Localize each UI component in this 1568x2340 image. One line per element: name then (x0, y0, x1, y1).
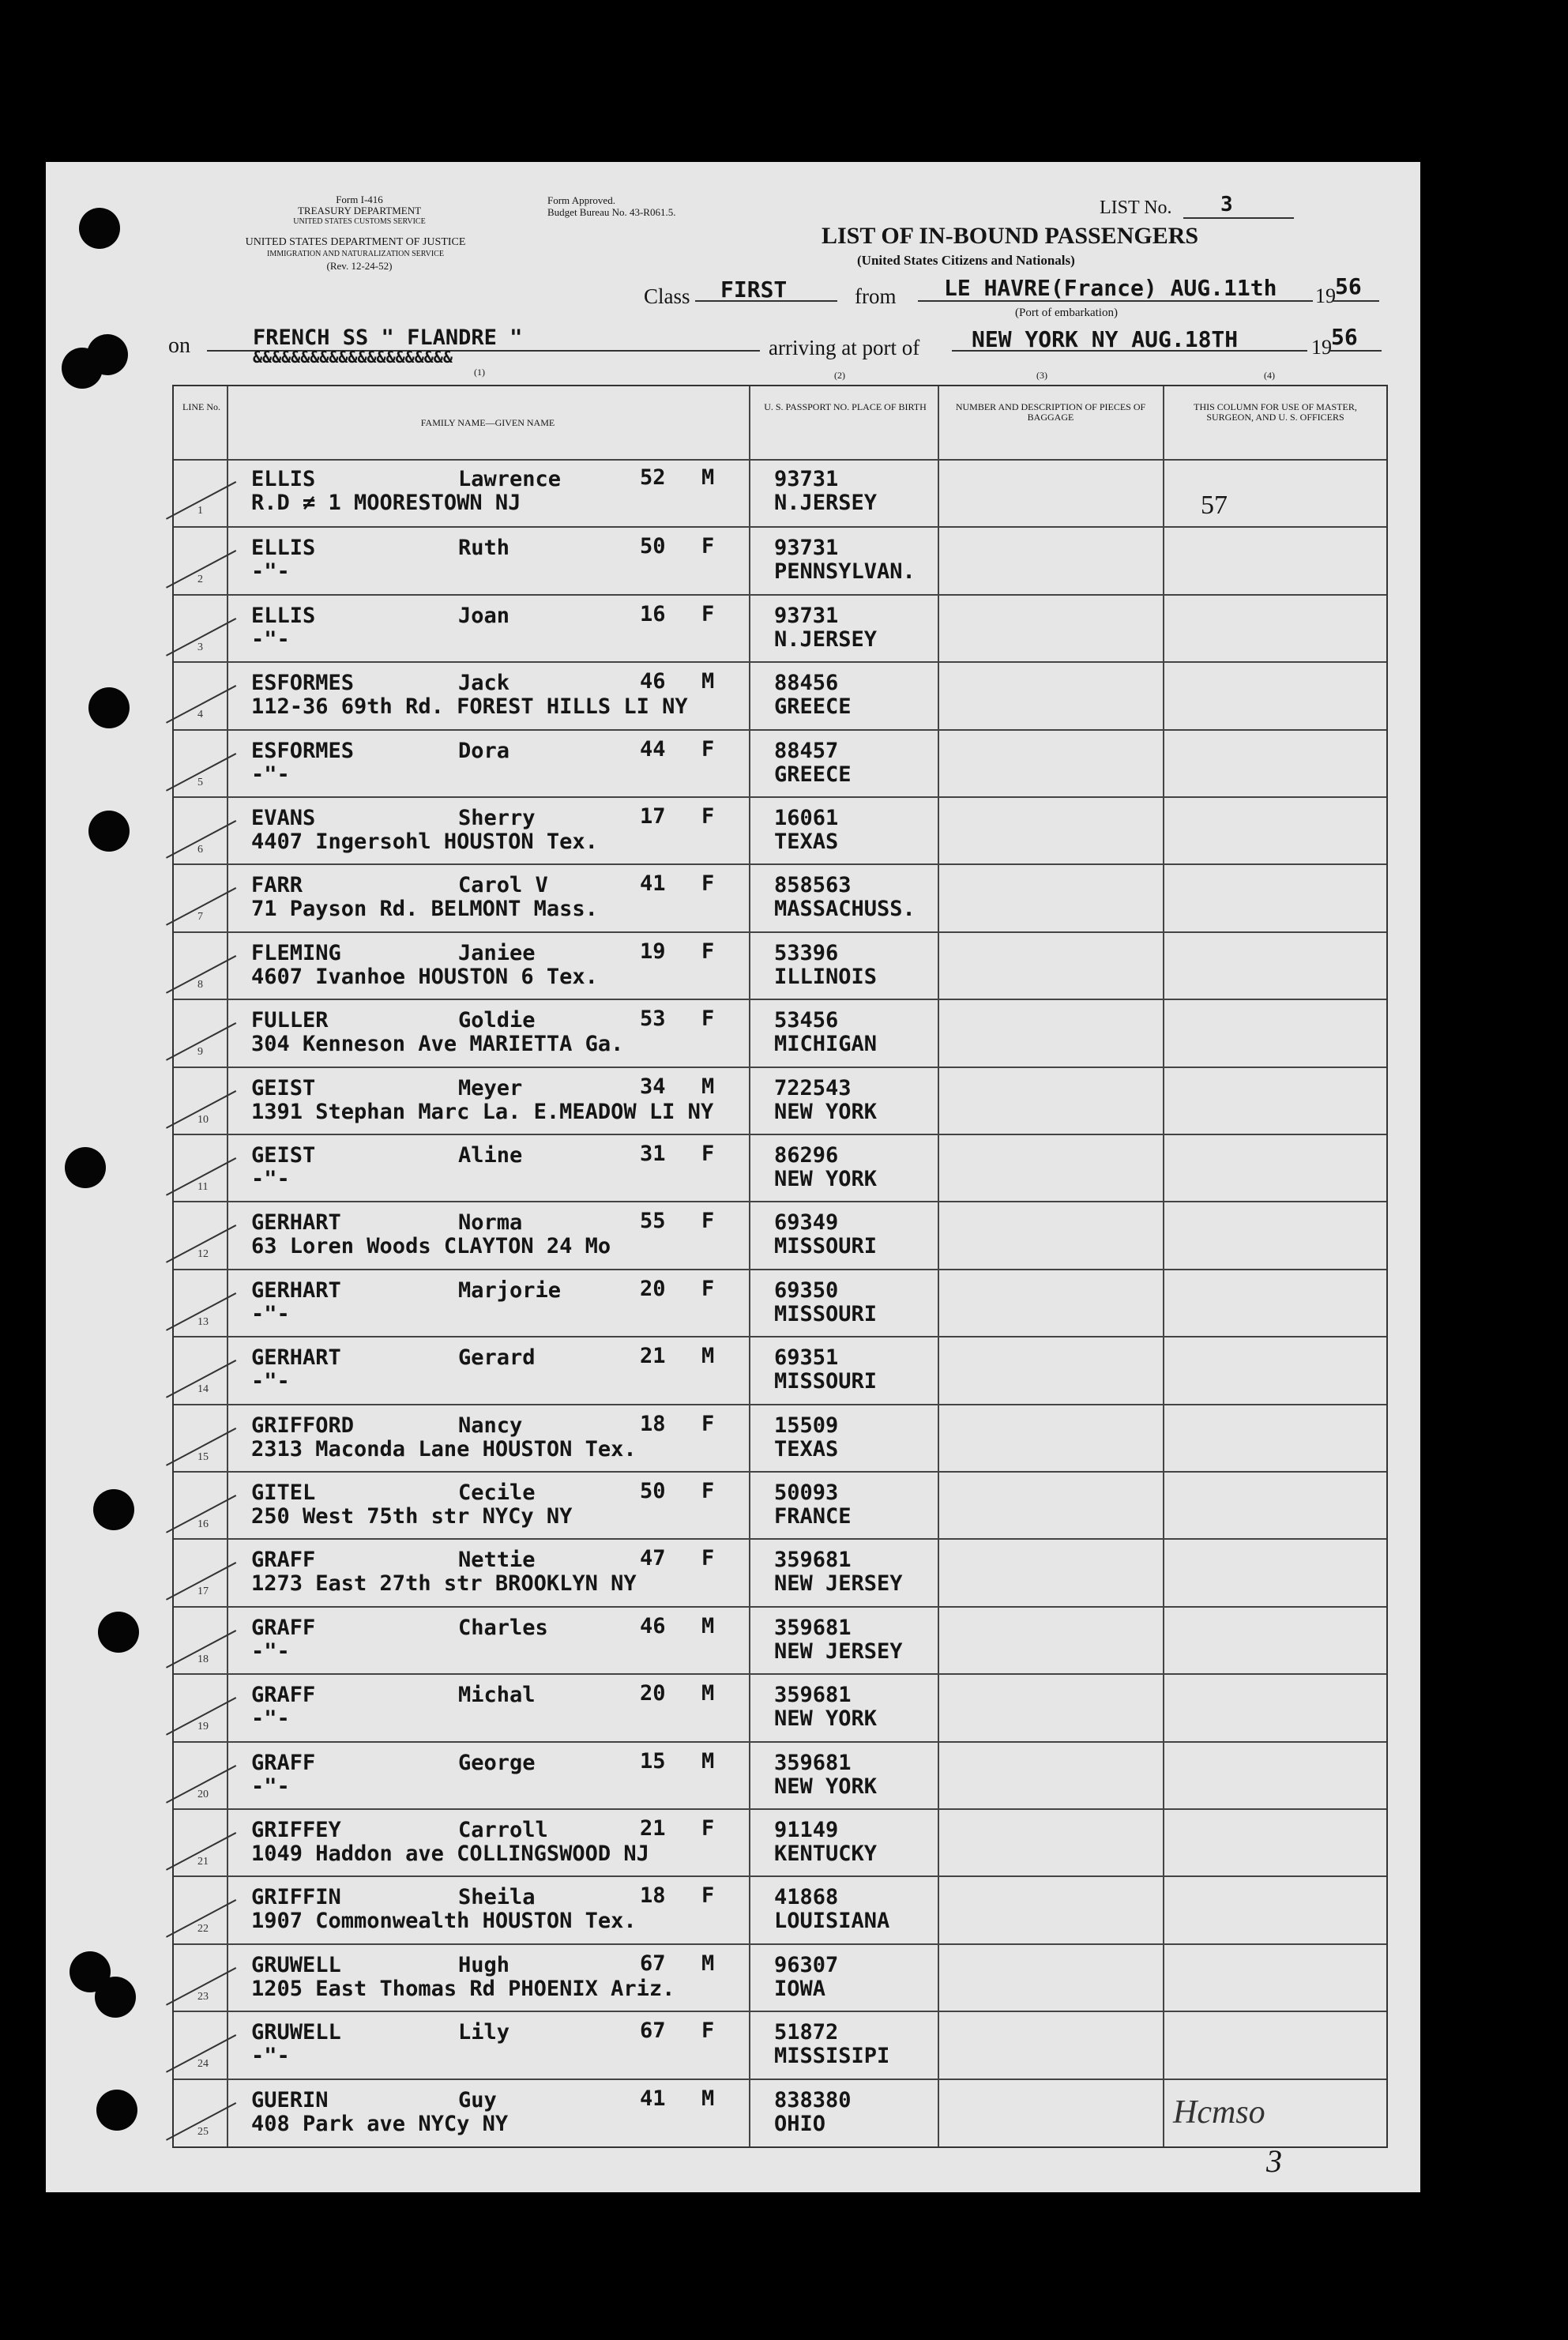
given-name: Sherry (458, 806, 536, 830)
place-of-birth: GREECE (774, 762, 852, 787)
age: 20 (640, 1276, 666, 1301)
sex: F (701, 534, 715, 559)
table-row (174, 1336, 1386, 1405)
place-of-birth: N.JERSEY (774, 491, 878, 515)
address: -"- (251, 1369, 290, 1394)
sex: F (701, 736, 715, 762)
place-of-birth: TEXAS (774, 830, 839, 854)
age: 55 (640, 1209, 666, 1234)
passport-number: 93731 (774, 536, 839, 561)
age: 67 (640, 1951, 666, 1976)
table-row (174, 1741, 1386, 1810)
list-no-value: 3 (1220, 193, 1233, 216)
page-title: LIST OF IN-BOUND PASSENGERS (822, 223, 1199, 249)
from-label: from (855, 284, 897, 308)
passenger-table (172, 385, 1388, 2148)
family-name: ELLIS (251, 467, 316, 491)
table-row (174, 796, 1386, 865)
given-name: George (458, 1750, 536, 1775)
table-row (174, 1471, 1386, 1540)
table-row (174, 1201, 1386, 1270)
passport-number: 69349 (774, 1210, 839, 1236)
passport-number: 69351 (774, 1345, 839, 1371)
place-of-birth: LOUISIANA (774, 1909, 890, 1934)
given-name: Ruth (458, 536, 510, 561)
class-label: Class (644, 284, 690, 308)
officer-annotation: 57 (1201, 491, 1228, 520)
revision-label: (Rev. 12-24-52) (326, 260, 393, 272)
punch-hole (79, 208, 120, 249)
address: 63 Loren Woods CLAYTON 24 Mo (251, 1234, 611, 1259)
line-number: 17 (197, 1586, 209, 1598)
col-number-1: (1) (474, 367, 485, 378)
line-number: 8 (197, 978, 203, 991)
address: -"- (251, 1706, 290, 1732)
address: 250 West 75th str NYCy NY (251, 1504, 573, 1529)
page-number: 3 (1266, 2143, 1282, 2179)
age: 41 (640, 871, 666, 897)
sex: F (701, 1816, 715, 1841)
age: 47 (640, 1546, 666, 1571)
table-row (174, 1875, 1386, 1944)
table-row (174, 2011, 1386, 2079)
table-row (174, 863, 1386, 932)
age: 50 (640, 1479, 666, 1503)
table-row (174, 1404, 1386, 1473)
address: 1049 Haddon ave COLLINGSWOOD NJ (251, 1842, 649, 1866)
passport-number: 359681 (774, 1683, 852, 1708)
address: 1907 Commonwealth HOUSTON Tex. (251, 1909, 637, 1934)
passport-number: 858563 (774, 873, 852, 898)
age: 21 (640, 1344, 666, 1369)
age: 67 (640, 2018, 666, 2044)
port-caption: (Port of embarkation) (1015, 307, 1118, 319)
address: 4407 Ingersohl HOUSTON Tex. (251, 830, 598, 854)
line-number: 6 (197, 844, 203, 856)
arrival-year: 56 (1331, 324, 1358, 350)
treasury-label: TREASURY DEPARTMENT (297, 205, 422, 216)
age: 34 (640, 1074, 666, 1099)
family-name: GERHART (251, 1210, 341, 1236)
age: 44 (640, 736, 666, 762)
passport-number: 88457 (774, 738, 839, 763)
col-number-4: (4) (1264, 370, 1275, 381)
table-row (174, 459, 1386, 526)
punch-hole (87, 334, 128, 375)
passport-number: 359681 (774, 1615, 852, 1640)
given-name: Nettie (458, 1548, 536, 1573)
customs-label: UNITED STATES CUSTOMS SERVICE (293, 217, 426, 226)
address: -"- (251, 559, 290, 585)
given-name: Michal (458, 1683, 536, 1708)
sex: F (701, 1276, 715, 1301)
address: R.D ≠ 1 MOORESTOWN NJ (251, 491, 521, 515)
passport-number: 69350 (774, 1277, 839, 1303)
table-row (174, 931, 1386, 1000)
address: -"- (251, 2044, 290, 2069)
given-name: Joan (458, 603, 510, 628)
col-header-line: LINE No. (182, 401, 220, 412)
family-name: GRAFF (251, 1548, 316, 1573)
embarkation-year: 56 (1335, 273, 1362, 299)
age: 17 (640, 804, 666, 829)
place-of-birth: OHIO (774, 2111, 826, 2136)
given-name: Jack (458, 671, 510, 696)
given-name: Dora (458, 738, 510, 763)
line-number: 16 (197, 1518, 209, 1530)
passport-number: 53456 (774, 1008, 839, 1033)
passport-number: 41868 (774, 1885, 839, 1910)
punch-hole (88, 811, 130, 852)
family-name: GUERIN (251, 2087, 329, 2112)
given-name: Norma (458, 1210, 523, 1236)
place-of-birth: NEW YORK (774, 1706, 878, 1732)
address: -"- (251, 762, 290, 787)
family-name: ESFORMES (251, 671, 355, 696)
line-number: 25 (197, 2125, 209, 2138)
address: -"- (251, 1774, 290, 1799)
place-of-birth: NEW YORK (774, 1099, 878, 1124)
passport-number: 91149 (774, 1818, 839, 1842)
sex: F (701, 1209, 715, 1234)
given-name: Goldie (458, 1008, 536, 1033)
ins-label: IMMIGRATION AND NATURALIZATION SERVICE (267, 250, 444, 258)
sex: F (701, 601, 715, 626)
col-header-name: FAMILY NAME—GIVEN NAME (420, 417, 555, 428)
place-of-birth: GREECE (774, 694, 852, 720)
family-name: GRAFF (251, 1615, 316, 1640)
address: -"- (251, 1638, 290, 1664)
address: 1205 East Thomas Rd PHOENIX Ariz. (251, 1976, 675, 2001)
passport-number: 50093 (774, 1480, 839, 1505)
family-name: GRIFFORD (251, 1413, 355, 1438)
age: 16 (640, 601, 666, 626)
arriving-label: arriving at port of (769, 336, 920, 359)
table-row (174, 1673, 1386, 1742)
given-name: Nancy (458, 1413, 523, 1438)
family-name: GRIFFEY (251, 1818, 341, 1842)
place-of-birth: MICHIGAN (774, 1032, 878, 1057)
table-row (174, 594, 1386, 663)
line-number: 11 (197, 1181, 209, 1193)
sex: F (701, 1883, 715, 1909)
officer-signature: Hcmso (1173, 2094, 1265, 2131)
sex: F (701, 1142, 715, 1166)
age: 19 (640, 939, 666, 964)
sex: M (701, 1074, 715, 1099)
passport-number: 93731 (774, 467, 839, 491)
age: 41 (640, 2086, 666, 2111)
punch-hole (65, 1147, 106, 1188)
place-of-birth: MISSISIPI (774, 2044, 890, 2069)
given-name: Lily (458, 2020, 510, 2045)
place-of-birth: FRANCE (774, 1504, 852, 1529)
given-name: Charles (458, 1615, 548, 1640)
port-of-embarkation: LE HAVRE(France) AUG.11th (944, 275, 1277, 301)
table-row (174, 661, 1386, 730)
address: 112-36 69th Rd. FOREST HILLS LI NY (251, 694, 688, 720)
family-name: EVANS (251, 806, 316, 830)
place-of-birth: MASSACHUSS. (774, 897, 916, 922)
table-row (174, 1943, 1386, 2012)
sex: M (701, 1613, 715, 1638)
address: 304 Kenneson Ave MARIETTA Ga. (251, 1032, 624, 1057)
sex: M (701, 1681, 715, 1706)
passport-number: 93731 (774, 603, 839, 628)
sex: F (701, 804, 715, 829)
address: -"- (251, 1167, 290, 1191)
family-name: FARR (251, 873, 303, 898)
year-prefix: 19 (1315, 284, 1336, 307)
place-of-birth: KENTUCKY (774, 1842, 878, 1866)
sex: F (701, 1411, 715, 1436)
passport-number: 88456 (774, 671, 839, 696)
given-name: Carol V (458, 873, 548, 898)
family-name: GRUWELL (251, 1952, 341, 1977)
line-number: 3 (197, 641, 203, 653)
line-number: 5 (197, 776, 203, 788)
table-row (174, 1269, 1386, 1337)
line-number: 7 (197, 911, 203, 924)
address: -"- (251, 1301, 290, 1326)
line-number: 14 (197, 1383, 209, 1396)
punch-hole (98, 1612, 139, 1653)
given-name: Cecile (458, 1480, 536, 1505)
family-name: FULLER (251, 1008, 329, 1033)
passport-number: 359681 (774, 1750, 852, 1775)
table-row (174, 1538, 1386, 1607)
table-row (174, 1606, 1386, 1675)
passport-number: 96307 (774, 1952, 839, 1977)
given-name: Gerard (458, 1345, 536, 1371)
age: 31 (640, 1142, 666, 1166)
line-number: 10 (197, 1113, 209, 1126)
table-row (174, 1134, 1386, 1202)
passport-number: 359681 (774, 1548, 852, 1573)
sex: M (701, 1748, 715, 1774)
family-name: GEIST (251, 1143, 316, 1168)
punch-hole (93, 1489, 134, 1530)
given-name: Sheila (458, 1885, 536, 1910)
family-name: ELLIS (251, 536, 316, 561)
address: 4607 Ivanhoe HOUSTON 6 Tex. (251, 964, 598, 989)
line-number: 1 (197, 505, 203, 517)
place-of-birth: PENNSYLVAN. (774, 559, 916, 585)
line-number: 20 (197, 1788, 209, 1800)
age: 15 (640, 1748, 666, 1774)
address: 71 Payson Rd. BELMONT Mass. (251, 897, 598, 922)
family-name: GERHART (251, 1277, 341, 1303)
family-name: GRUWELL (251, 2020, 341, 2045)
place-of-birth: IOWA (774, 1976, 826, 2001)
table-row (174, 526, 1386, 595)
family-name: FLEMING (251, 940, 341, 965)
family-name: ELLIS (251, 603, 316, 628)
punch-hole (96, 2090, 137, 2131)
place-of-birth: TEXAS (774, 1436, 839, 1462)
passport-number: 16061 (774, 806, 839, 830)
sex: M (701, 669, 715, 694)
class-value: FIRST (720, 277, 788, 303)
col-header-baggage: NUMBER AND DESCRIPTION OF PIECES OF BAGGAGE (955, 401, 1146, 423)
address: 408 Park ave NYCy NY (251, 2111, 509, 2136)
line-number: 12 (197, 1248, 209, 1261)
place-of-birth: MISSOURI (774, 1369, 878, 1394)
line-number: 18 (197, 1653, 209, 1665)
table-row (174, 1808, 1386, 1877)
age: 46 (640, 1613, 666, 1638)
line-number: 19 (197, 1721, 209, 1733)
passport-number: 838380 (774, 2087, 852, 2112)
place-of-birth: MISSOURI (774, 1234, 878, 1259)
family-name: ESFORMES (251, 738, 355, 763)
given-name: Janiee (458, 940, 536, 965)
table-row (174, 999, 1386, 1067)
line-number: 22 (197, 1923, 209, 1936)
place-of-birth: NEW YORK (774, 1774, 878, 1799)
age: 53 (640, 1006, 666, 1032)
col-number-2: (2) (834, 370, 845, 381)
place-of-birth: NEW YORK (774, 1167, 878, 1191)
line-number: 23 (197, 1990, 209, 2003)
line-number: 4 (197, 709, 203, 721)
sex: F (701, 871, 715, 897)
arrival-port-date: NEW YORK NY AUG.18TH (972, 326, 1239, 352)
line-number: 13 (197, 1315, 209, 1328)
passport-number: 51872 (774, 2020, 839, 2045)
family-name: GRAFF (251, 1683, 316, 1708)
passport-number: 15509 (774, 1413, 839, 1438)
age: 46 (640, 669, 666, 694)
family-name: GRIFFIN (251, 1885, 341, 1910)
age: 52 (640, 465, 666, 490)
table-row (174, 1067, 1386, 1135)
line-number: 15 (197, 1450, 209, 1463)
form-approved: Form Approved. (547, 194, 615, 206)
sex: M (701, 465, 715, 490)
year-prefix-2: 19 (1311, 336, 1332, 359)
sex: F (701, 2018, 715, 2044)
given-name: Aline (458, 1143, 523, 1168)
col-number-3: (3) (1036, 370, 1047, 381)
sex: F (701, 1546, 715, 1571)
sex: M (701, 2086, 715, 2111)
sex: M (701, 1951, 715, 1976)
given-name: Carroll (458, 1818, 548, 1842)
address: 1391 Stephan Marc La. E.MEADOW LI NY (251, 1099, 714, 1124)
passport-number: 722543 (774, 1075, 852, 1100)
punch-hole (95, 1977, 136, 2018)
line-number: 21 (197, 1856, 209, 1868)
vessel-strikeout: &&&&&&&&&&&&&&&&&&&&& (253, 348, 453, 367)
punch-hole (88, 687, 130, 728)
place-of-birth: NEW JERSEY (774, 1571, 903, 1597)
line-number: 2 (197, 574, 203, 586)
place-of-birth: ILLINOIS (774, 964, 878, 989)
budget-bureau: Budget Bureau No. 43-R061.5. (547, 206, 676, 218)
place-of-birth: MISSOURI (774, 1301, 878, 1326)
family-name: GRAFF (251, 1750, 316, 1775)
list-no-label: LIST No. (1100, 198, 1172, 218)
given-name: Hugh (458, 1952, 510, 1977)
sex: M (701, 1344, 715, 1369)
sex: F (701, 1006, 715, 1032)
page-subtitle: (United States Citizens and Nationals) (857, 253, 1075, 268)
table-row (174, 729, 1386, 798)
given-name: Marjorie (458, 1277, 562, 1303)
vessel-name: FRENCH SS " FLANDRE " (253, 325, 523, 350)
form-number: Form I-416 (336, 194, 383, 205)
line-number: 24 (197, 2058, 209, 2071)
family-name: GERHART (251, 1345, 341, 1371)
line-number: 9 (197, 1046, 203, 1059)
family-name: GEIST (251, 1075, 316, 1100)
given-name: Guy (458, 2087, 497, 2112)
place-of-birth: N.JERSEY (774, 626, 878, 652)
col-header-passport: U. S. PASSPORT NO. PLACE OF BIRTH (764, 401, 927, 412)
age: 18 (640, 1411, 666, 1436)
address: 1273 East 27th str BROOKLYN NY (251, 1571, 637, 1597)
age: 50 (640, 534, 666, 559)
passport-number: 53396 (774, 940, 839, 965)
age: 21 (640, 1816, 666, 1841)
address: -"- (251, 626, 290, 652)
place-of-birth: NEW JERSEY (774, 1638, 903, 1664)
age: 18 (640, 1883, 666, 1909)
given-name: Meyer (458, 1075, 523, 1100)
sex: F (701, 939, 715, 964)
col-header-officers: THIS COLUMN FOR USE OF MASTER, SURGEON, AND U. S. OFFICERS (1194, 401, 1357, 423)
sex: F (701, 1479, 715, 1503)
family-name: GITEL (251, 1480, 316, 1505)
age: 20 (640, 1681, 666, 1706)
given-name: Lawrence (458, 467, 562, 491)
on-label: on (168, 333, 190, 358)
passport-number: 86296 (774, 1143, 839, 1168)
justice-label: UNITED STATES DEPARTMENT OF JUSTICE (245, 236, 466, 248)
address: 2313 Maconda Lane HOUSTON Tex. (251, 1436, 637, 1462)
